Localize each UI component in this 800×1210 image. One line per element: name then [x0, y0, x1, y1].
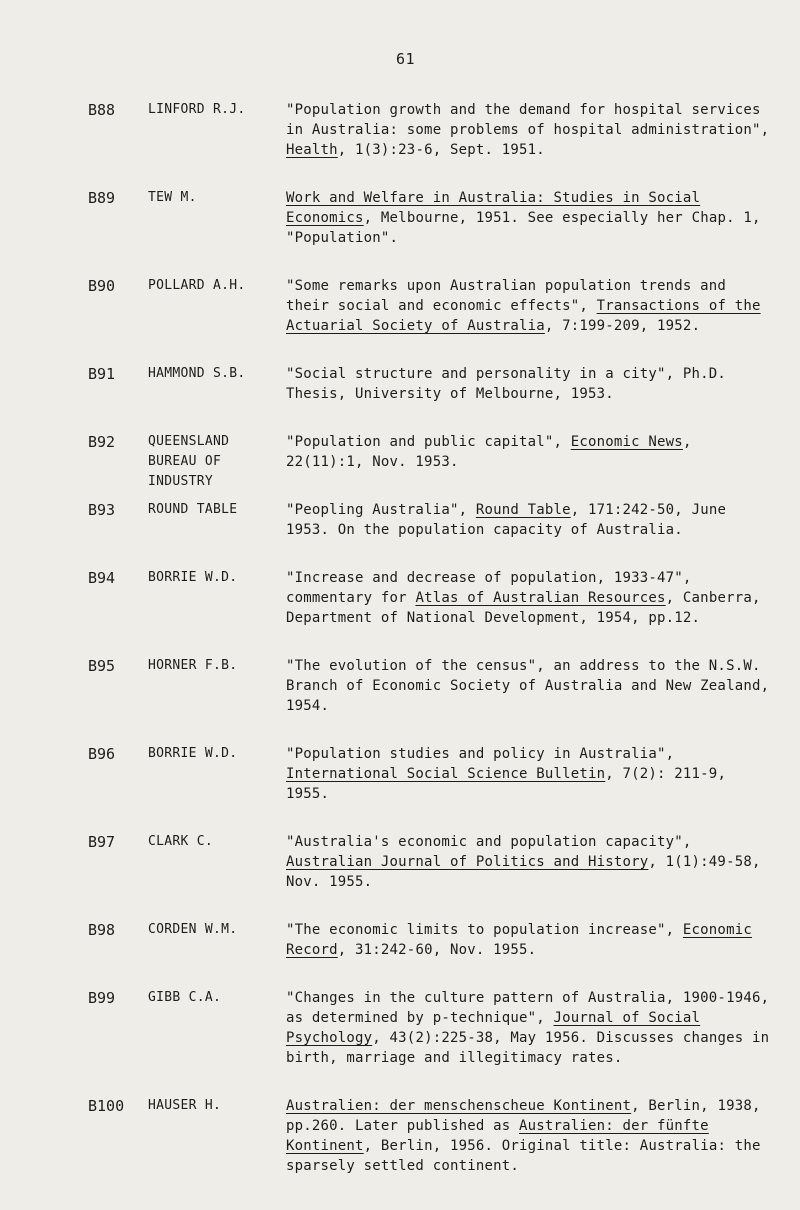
entry-citation [286, 988, 776, 1068]
entry-code: B90 [88, 277, 116, 295]
bibliography-entry [0, 988, 800, 1068]
entry-citation [286, 1096, 776, 1176]
entry-citation [286, 744, 776, 804]
citation-title: Australian Journal of Politics and History [286, 854, 649, 870]
bibliography-entry [0, 364, 800, 404]
citation-title: Australien: der menschenscheue Kontinent [286, 1098, 632, 1114]
entry-citation [286, 920, 776, 960]
bibliography-entry [0, 100, 800, 160]
citation-text: "The evolution of the census", an address to the N.S.W. Branch of Economic Society of Australia and New Zealand, 1954. [286, 658, 770, 714]
entry-code: B95 [88, 657, 116, 675]
citation-text: "Some remarks upon Australian population trends and their social and economic effects", [286, 278, 727, 314]
bibliography-entry [0, 920, 800, 960]
entry-author: CLARK C. [148, 834, 214, 849]
entry-code: B98 [88, 921, 116, 939]
bibliography-entry [0, 432, 800, 489]
citation-title: Transactions of the Actuarial Society of Australia [286, 298, 761, 334]
bibliography-entry [0, 744, 800, 804]
citation-text: "Population studies and policy in Australia", [286, 746, 675, 762]
citation-title: Australien: der fünfte Kontinent [286, 1118, 709, 1154]
citation-text: "Social structure and personality in a city", Ph.D. Thesis, University of Melbourne, 1953. [286, 366, 727, 402]
entry-author: BORRIE W.D. [148, 746, 238, 761]
citation-text: "Increase and decrease of population, 1933-47", commentary for [286, 570, 692, 606]
citation-text: , 171:242-50, June 1953. On the population capacity of Australia. [286, 502, 727, 538]
entry-code: B96 [88, 745, 116, 763]
entry-author: BORRIE W.D. [148, 570, 238, 585]
entry-author: LINFORD R.J. [148, 102, 246, 117]
citation-text: , Berlin, 1956. Original title: Australia: the sparsely settled continent. [286, 1138, 761, 1174]
citation-title: International Social Science Bulletin [286, 766, 606, 782]
entry-citation [286, 276, 776, 336]
entry-citation [286, 100, 776, 160]
citation-text: "Population and public capital", [286, 434, 571, 450]
entry-code: B89 [88, 189, 116, 207]
citation-text: "The economic limits to population increase", [286, 922, 683, 938]
entry-code: B88 [88, 101, 116, 119]
entry-author: TEW M. [148, 190, 197, 205]
citation-title: Round Table [475, 502, 571, 518]
bibliography-entry [0, 500, 800, 540]
entry-code: B100 [88, 1097, 125, 1115]
entry-citation [286, 432, 776, 472]
entry-citation [286, 188, 776, 248]
citation-title: Atlas of Australian Resources [415, 590, 666, 606]
citation-title: Journal of Social Psychology [286, 1010, 701, 1046]
citation-text: , 7:199-209, 1952. [544, 318, 701, 334]
bibliography-entry [0, 188, 800, 248]
citation-text: "Population growth and the demand for hospital services in Australia: some problems of hospital administration", [286, 102, 770, 138]
entry-citation [286, 656, 776, 716]
citation-text: , Berlin, 1938, pp.260. Later published as [286, 1098, 761, 1134]
citation-title: Health [286, 142, 338, 158]
entry-citation [286, 832, 776, 892]
bibliography-list [0, 100, 800, 1204]
bibliography-entry [0, 568, 800, 628]
entry-code: B92 [88, 433, 116, 451]
citation-text: , 1(3):23-6, Sept. 1951. [337, 142, 545, 158]
entry-code: B99 [88, 989, 116, 1007]
entry-author: HORNER F.B. [148, 658, 238, 673]
citation-text: , 22(11):1, Nov. 1953. [286, 434, 692, 470]
citation-title: Economic Record [286, 922, 752, 958]
entry-author: ROUND TABLE [148, 502, 238, 517]
citation-title: Economic News [570, 434, 683, 450]
citation-text: , 31:242-60, Nov. 1955. [337, 942, 537, 958]
bibliography-entry [0, 1096, 800, 1176]
citation-text: , 1(1):49-58, Nov. 1955. [286, 854, 761, 890]
bibliography-entry [0, 832, 800, 892]
citation-text: , 7(2): 211-9, 1955. [286, 766, 727, 802]
entry-author: HAUSER H. [148, 1098, 222, 1113]
citation-text: "Peopling Australia", [286, 502, 476, 518]
entry-citation [286, 364, 776, 404]
citation-text: "Australia's economic and population capacity", [286, 834, 692, 850]
entry-author: HAMMOND S.B. [148, 366, 246, 381]
citation-title: Work and Welfare in Australia: Studies in Social Economics [286, 190, 701, 226]
entry-code: B91 [88, 365, 116, 383]
entry-citation [286, 500, 776, 540]
entry-author: GIBB C.A. [148, 990, 222, 1005]
entry-code: B97 [88, 833, 116, 851]
citation-text: "Changes in the culture pattern of Australia, 1900-1946, as determined by p-technique", [286, 990, 770, 1026]
entry-code: B93 [88, 501, 116, 519]
citation-text: , Melbourne, 1951. See especially her Chap. 1, "Population". [286, 210, 761, 246]
page-number: 61 [396, 50, 416, 68]
entry-author: POLLARD A.H. [148, 278, 246, 293]
citation-text: , 43(2):225-38, May 1956. Discusses changes in birth, marriage and illegitimacy rates. [286, 1030, 770, 1066]
entry-code: B94 [88, 569, 116, 587]
entry-author: QUEENSLAND BUREAU OF INDUSTRY [148, 434, 230, 489]
citation-text: , Canberra, Department of National Development, 1954, pp.12. [286, 590, 761, 626]
entry-author: CORDEN W.M. [148, 922, 238, 937]
entry-citation [286, 568, 776, 628]
bibliography-entry [0, 656, 800, 716]
bibliography-entry [0, 276, 800, 336]
